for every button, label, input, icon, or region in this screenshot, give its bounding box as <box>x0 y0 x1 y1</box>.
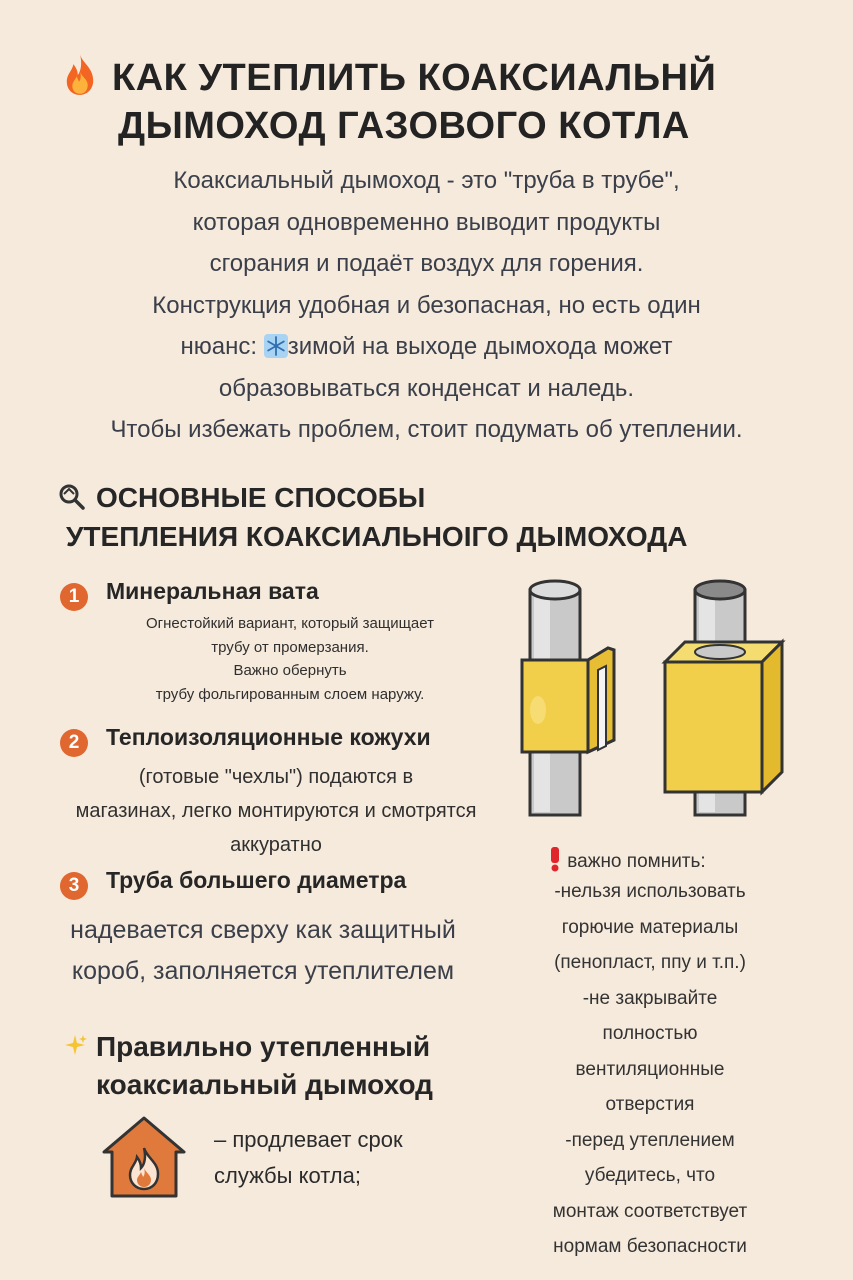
description-line: магазинах, легко монтируются и смотрятся <box>75 800 477 822</box>
pipe-wrapped-icon <box>522 581 614 815</box>
title-line-1: КАК УТЕПЛИТЬ КОАКСИАЛЬНЙ <box>112 57 717 99</box>
description-line: аккуратно <box>230 834 322 856</box>
method-title: Минеральная вата <box>106 578 319 604</box>
important-line: (пенопласт, ппу и т.п.) <box>554 952 746 973</box>
intro-line <box>20 326 833 368</box>
result-line-2: коаксиальный дымоход <box>96 1069 433 1100</box>
method-description <box>16 760 536 862</box>
intro-line: Конструкция удобная и безопасная, но есть один <box>152 291 701 319</box>
important-line: -перед утеплением <box>565 1129 735 1151</box>
snowflake-icon <box>264 334 288 358</box>
method-description <box>80 612 500 706</box>
benefit-line: – продлевает срок <box>214 1127 403 1152</box>
intro-line: Коаксиальный дымоход - это "труба в трубе", <box>173 167 680 194</box>
number-badge: 3 <box>60 872 88 900</box>
description-line: Важно обернуть <box>233 662 347 679</box>
insulated-pipes-illustration <box>510 570 830 830</box>
fire-emoji-icon <box>58 52 102 96</box>
section-line-2: УТЕПЛЕНИЯ КОАКСИАЛЬНОIГО ДЫМОХОДА <box>66 521 688 552</box>
intro-line: образовываться конденсат и наледь. <box>218 374 635 402</box>
important-line: нормам безопасности <box>553 1236 747 1257</box>
page-title <box>58 52 838 150</box>
section-line-1: ОСНОВНЫЕ СПОСОБЫ <box>96 482 426 513</box>
number-badge: 2 <box>60 729 88 757</box>
description-line: надевается сверху как защитный <box>70 916 456 944</box>
section-heading <box>58 478 818 556</box>
result-heading <box>62 1028 502 1104</box>
important-line: -нельзя использовать <box>554 881 746 902</box>
important-line: -не закрывайте <box>582 987 718 1009</box>
intro-line-part: зимой на выходе дымохода может <box>287 333 673 360</box>
tools-icon <box>58 483 86 511</box>
important-heading-text: важно помнить: <box>567 851 706 872</box>
method-title: Труба большего диаметра <box>106 867 407 893</box>
description-line: (готовые "чехлы") подаются в <box>138 766 414 788</box>
pipe-boxed-icon <box>665 581 782 815</box>
important-line: полностью <box>602 1023 698 1044</box>
intro-line: которая одновременно выводит продукты <box>192 208 661 236</box>
description-line: трубу от промерзания. <box>211 638 369 656</box>
important-list <box>510 874 790 1265</box>
important-heading <box>548 846 706 873</box>
intro-line: сгорания и подаёт воздух для горения. <box>209 250 644 277</box>
important-line: монтаж соответствует <box>552 1200 748 1222</box>
house-fire-icon <box>100 1112 188 1200</box>
exclamation-icon <box>548 846 562 872</box>
intro-text <box>20 160 833 451</box>
title-line-2: ДЫМОХОД ГАЗОВОГО КОТЛА <box>118 105 690 147</box>
method-title: Теплоизоляционные кожухи <box>106 724 431 750</box>
number-badge: 1 <box>60 583 88 611</box>
important-line: отверстия <box>605 1094 695 1115</box>
intro-line: Чтобы избежать проблем, стоит подумать об утеплении. <box>110 416 743 443</box>
sparkles-icon <box>62 1033 88 1059</box>
result-line-1: Правильно утепленный <box>96 1031 431 1062</box>
description-line: короб, заполняется утеплителем <box>71 957 455 985</box>
benefit-line: службы котла; <box>214 1163 361 1188</box>
result-benefit <box>214 1122 403 1194</box>
intro-line-part: нюанс: <box>180 333 264 360</box>
important-line: горючие материалы <box>561 916 739 938</box>
important-line: вентиляционные <box>575 1058 725 1080</box>
method-description <box>18 910 508 992</box>
description-line: Огнестойкий вариант, который защищает <box>145 615 434 632</box>
important-line: убедитесь, что <box>584 1165 716 1186</box>
description-line: трубу фольгированным слоем наружу. <box>155 685 425 703</box>
